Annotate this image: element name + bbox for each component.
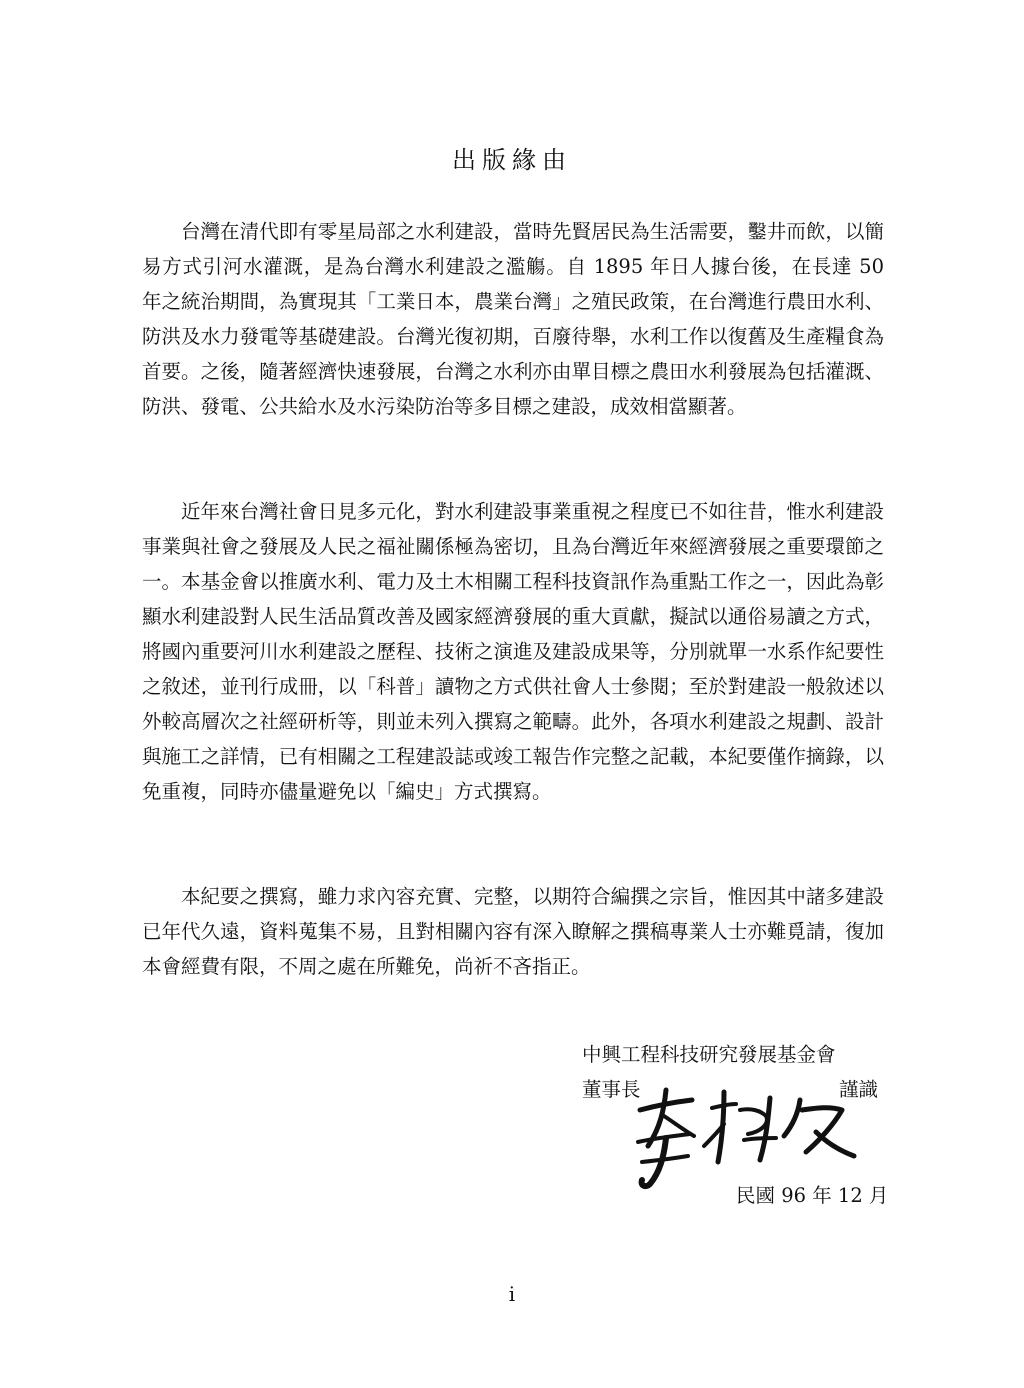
paragraph-1: [142, 214, 884, 424]
signature-date: 民國 96 年 12 月: [736, 1184, 889, 1207]
page-number: i: [508, 1282, 516, 1306]
document-title: 出版緣由: [452, 146, 572, 174]
signature-role: 董事長: [582, 1078, 641, 1101]
paragraph-text: 近年來台灣社會日見多元化，對水利建設事業重視之程度已不如往昔，惟水利建設事業與社會之發展及人民之福祉關係極為密切，且為台灣近年來經濟發展之重要環節之一。本基金會以推廣水利、電力及土木相關工程科技資訊作為重點工作之一，因此為彰顯水利建設對人民生活品質改善及國家經濟發展的重大貢獻，擬試以通俗易讀之方式，將國內重要河川水利建設之歷程、技術之演進及建設成果等，分別就單一水系作紀要性之敘述，並刊行成冊，以「科普」讀物之方式供社會人士參閱；至於對建設一般敘述以外較高層次之社經研析等，則並未列入撰寫之範疇。此外，各項水利建設之規劃、設計與施工之詳情，已有相關之工程建設誌或竣工報告作完整之記載，本紀要僅作摘錄，以免重複，同時亦儘量避免以「編史」方式撰寫。: [142, 500, 884, 803]
signature-closing: 謹識: [838, 1078, 878, 1101]
paragraph-3: [142, 879, 884, 984]
handwritten-signature: [620, 1080, 860, 1190]
paragraph-text: 本紀要之撰寫，雖力求內容充實、完整，以期符合編撰之宗旨，惟因其中諸多建設已年代久遠，資料蒐集不易，且對相關內容有深入瞭解之撰稿專業人士亦難覓請，復加本會經費有限，不周之處在所難免，尚祈不吝指正。: [142, 885, 884, 978]
paragraph-text: 台灣在清代即有零星局部之水利建設，當時先賢居民為生活需要，鑿井而飲，以簡易方式引河水灌溉，是為台灣水利建設之濫觴。自 1895 年日人據台後，在長達 50 年之統治期間，為實現其「工業日本，農業台灣」之殖民政策，在台灣進行農田水利、防洪及水力發電等基礎建設。台灣光復初期，百廢待舉，水利工作以復舊及生產糧食為首要。之後，隨著經濟快速發展，台灣之水利亦由單目標之農田水利發展為包括灌溉、防洪、發電、公共給水及水污染防治等多目標之建設，成效相當顯著。: [142, 220, 884, 418]
signature-organization: 中興工程科技研究發展基金會: [582, 1043, 836, 1066]
paragraph-2: [142, 494, 884, 809]
